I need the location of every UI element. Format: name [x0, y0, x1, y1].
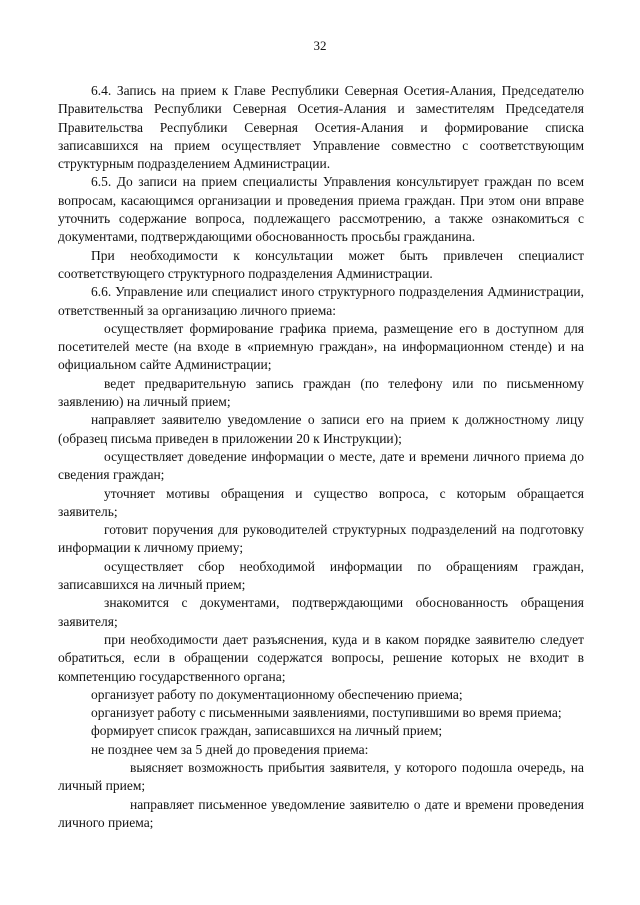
paragraph: не позднее чем за 5 дней до проведения приема:	[91, 741, 369, 757]
paragraph: ведет предварительную запись граждан (по телефону или по письменному заявлению) на личный прием;	[58, 375, 584, 410]
paragraph: При необходимости к консультации может быть привлечен специалист соответствующего структурного подразделения Администрации.	[58, 247, 584, 281]
paragraph: готовит поручения для руководителей структурных подразделений на подготовку информации к личному приему;	[58, 522, 584, 556]
paragraph: организует работу с письменными заявлениями, поступившими во время приема;	[91, 705, 562, 721]
paragraph: направляет заявителю уведомление о записи его на прием к должностному лицу (образец письма приведен в приложении 20 к Инструкции);	[58, 412, 584, 446]
paragraph: организует работу по документационному обеспечению приема;	[91, 686, 463, 702]
document-body	[58, 82, 584, 832]
paragraph: осуществляет формирование графика приема, размещение его в доступном для посетителей месте (на входе в «приемную граждан», на информационном стенде) и на официальном сайте Администрации;	[58, 320, 584, 373]
paragraph: уточняет мотивы обращения и существо вопроса, с которым обращается заявитель;	[58, 485, 584, 519]
paragraph: осуществляет доведение информации о месте, дате и времени личного приема до сведения граждан;	[58, 448, 584, 483]
paragraph: 6.4. Запись на прием к Главе Республики Северная Осетия-Алания, Председателю Правительства Республики Северная Осетия-Алания и заместителям Председателя Правительства Республики Северная Осетия-Алания и формирование списка записавшихся на прием осуществляет Управление совместно с соответствующим структурным подразделением Администрации.	[58, 83, 584, 172]
paragraph: осуществляет сбор необходимой информации по обращениям граждан, записавшихся на личный прием;	[58, 558, 584, 593]
paragraph: 6.6. Управление или специалист иного структурного подразделения Администрации, ответственный за организацию личного приема:	[58, 284, 584, 318]
paragraph: выясняет возможность прибытия заявителя, у которого подошла очередь, на личный прием;	[58, 759, 584, 794]
paragraph: направляет письменное уведомление заявителю о дате и времени проведения личного приема;	[58, 796, 584, 830]
paragraph: знакомится с документами, подтверждающими обоснованность обращения заявителя;	[58, 595, 584, 629]
paragraph: формирует список граждан, записавшихся на личный прием;	[91, 723, 443, 739]
page-number: 32	[313, 38, 327, 53]
paragraph: при необходимости дает разъяснения, куда и в каком порядке заявителю следует обратиться, если в обращении содержатся вопросы, решение которых не входит в компетенцию государственного органа;	[58, 631, 584, 684]
paragraph: 6.5. До записи на прием специалисты Управления консультирует граждан по всем вопросам, касающимся организации и проведения приема граждан. При этом они вправе уточнить содержание вопроса, подлежащего рассмотрению, а также ознакомиться с документами, подтверждающими обоснованность просьбы гражданина.	[58, 174, 584, 245]
